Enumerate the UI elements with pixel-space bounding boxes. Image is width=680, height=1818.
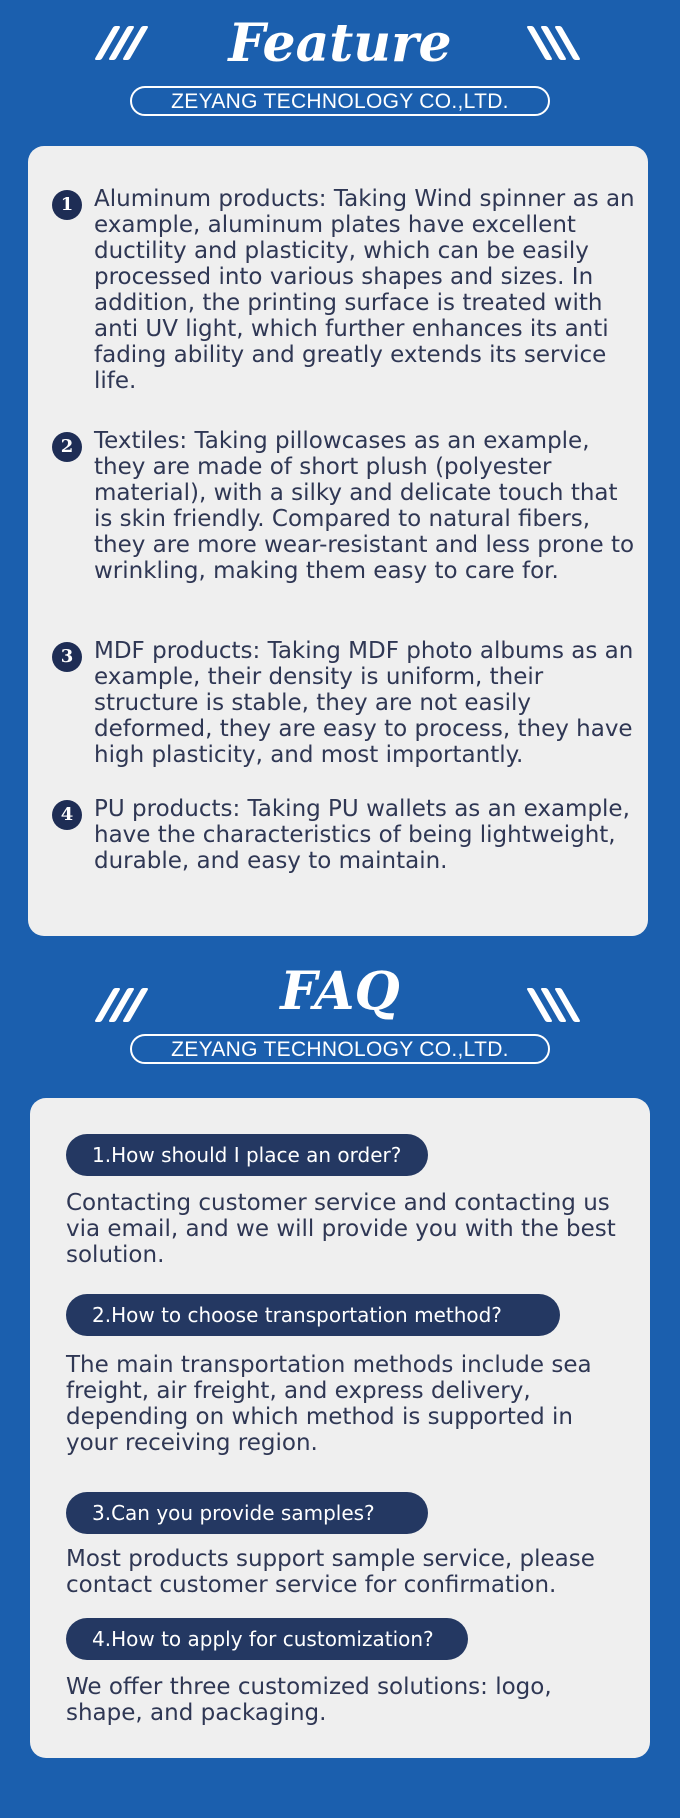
faq-question-pill: 1.How should I place an order?	[66, 1134, 428, 1176]
faq-answer: Most products support sample service, please contact customer service for confirmation.	[66, 1546, 595, 1598]
faq-card	[30, 1098, 650, 1758]
faq-answer: Contacting customer service and contacting us via email, and we will provide you with the best solution.	[66, 1190, 616, 1268]
faq-question-pill: 3.Can you provide samples?	[66, 1492, 428, 1534]
faq-title: FAQ	[280, 961, 400, 1022]
feature-item	[52, 186, 652, 394]
faq-answer: The main transportation methods include sea freight, air freight, and express delivery, depending on which method is supported in your receiving region.	[66, 1352, 592, 1456]
decorative-slashes-right-icon	[530, 988, 590, 1024]
decorative-slashes-right-icon	[530, 26, 590, 62]
number-badge: 3	[52, 642, 82, 672]
feature-card	[28, 146, 648, 936]
feature-item	[52, 796, 652, 886]
feature-item	[52, 428, 652, 598]
faq-question-pill: 2.How to choose transportation method?	[66, 1294, 560, 1336]
feature-item	[52, 638, 652, 768]
feature-title: Feature	[228, 13, 452, 74]
company-name-badge: ZEYANG TECHNOLOGY CO.,LTD.	[130, 1034, 550, 1064]
faq-header	[0, 948, 680, 1078]
company-name-badge: ZEYANG TECHNOLOGY CO.,LTD.	[130, 86, 550, 116]
feature-header	[0, 0, 680, 130]
faq-question-pill: 4.How to apply for customization?	[66, 1618, 468, 1660]
number-badge: 2	[52, 432, 82, 462]
feature-text: MDF products: Taking MDF photo albums as an example, their density is uniform, their structure is stable, they are not easily deformed, they are easy to process, they have high plasticity, and most importantly.	[94, 638, 634, 768]
number-badge: 4	[52, 800, 82, 830]
feature-text: PU products: Taking PU wallets as an example, have the characteristics of being lightweight, durable, and easy to maintain.	[94, 796, 630, 874]
feature-text: Aluminum products: Taking Wind spinner as an example, aluminum plates have excellent ductility and plasticity, which can be easily processed into various shapes and sizes. In addition, the printing surface is treated with anti UV light, which further enhances its anti fading ability and greatly extends its service life.	[94, 186, 635, 394]
faq-answer: We offer three customized solutions: logo, shape, and packaging.	[66, 1674, 552, 1726]
number-badge: 1	[52, 190, 82, 220]
feature-text: Textiles: Taking pillowcases as an example, they are made of short plush (polyester material), with a silky and delicate touch that is skin friendly. Compared to natural fibers, they are more wear-resistant and less prone to wrinkling, making them easy to care for.	[94, 428, 635, 584]
